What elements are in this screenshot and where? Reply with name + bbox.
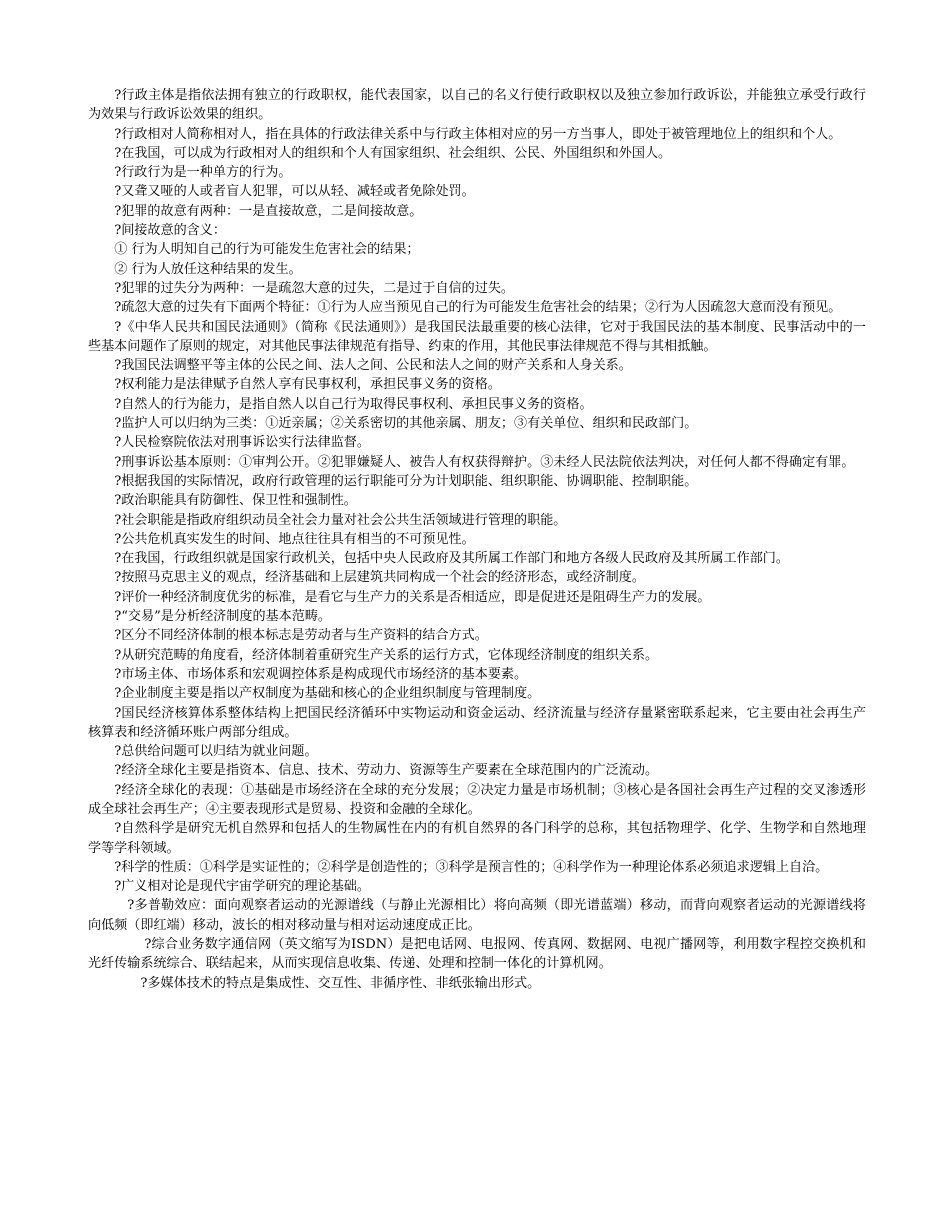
paragraph: ?犯罪的过失分为两种：一是疏忽大意的过失，二是过于自信的过失。 xyxy=(114,280,515,296)
paragraph: ?企业制度主要是指以产权制度为基础和核心的企业组织制度与管理制度。 xyxy=(114,686,541,702)
paragraph: ?经济全球化的表现：①基础是市场经济在全球的充分发展；②决定力量是市场机制；③核心是各国社会再生产过程的交叉渗透形成全球社会再生产；④主要表现形式是贸易、投资和金融的全球化。 xyxy=(88,782,866,817)
paragraph: ?刑事诉讼基本原则：①审判公开。②犯罪嫌疑人、被告人有权获得辩护。③未经人民法院依法判决，对任何人都不得确定有罪。 xyxy=(114,454,855,470)
paragraph: ?经济全球化主要是指资本、信息、技术、劳动力、资源等生产要素在全球范围内的广泛流动。 xyxy=(114,763,659,779)
paragraph: ?行政主体是指依法拥有独立的行政职权，能代表国家，以自己的名义行使行政职权以及独立参加行政诉讼，并能独立承受行政行为效果与行政诉讼效果的组织。 xyxy=(88,88,866,123)
paragraph: ?评价一种经济制度优劣的标准，是看它与生产力的关系是否相适应，即是促进还是阻碍生产力的发展。 xyxy=(114,589,711,605)
paragraph: ?总供给问题可以归结为就业问题。 xyxy=(114,744,318,760)
list-item: ① 行为人明知自己的行为可能发生危害社会的结果； xyxy=(114,242,420,258)
paragraph: ?从研究范畴的角度看，经济体制着重研究生产关系的运行方式，它体现经济制度的组织关系。 xyxy=(114,647,659,663)
paragraph: ?国民经济核算体系整体结构上把国民经济循环中实物运动和资金运动、经济流量与经济存量紧密联系起来，它主要由社会再生产核算表和经济循环账户两部分组成。 xyxy=(88,705,866,740)
list-item: ② 行为人放任这种结果的发生。 xyxy=(114,261,302,277)
paragraph: ?广义相对论是现代宇宙学研究的理论基础。 xyxy=(114,879,370,895)
paragraph: ?社会职能是指政府组织动员全社会力量对社会公共生活领域进行管理的职能。 xyxy=(114,512,567,528)
paragraph: ?按照马克思主义的观点，经济基础和上层建筑共同构成一个社会的经济形态，或经济制度。 xyxy=(114,570,645,586)
paragraph: ?政治职能具有防御性、保卫性和强制性。 xyxy=(114,493,357,509)
paragraph: ?自然科学是研究无机自然界和包括人的生物属性在内的有机自然界的各门科学的总称，其包括物理学、化学、生物学和自然地理学等学科领域。 xyxy=(88,821,866,856)
paragraph: ?人民检察院依法对刑事诉讼实行法律监督。 xyxy=(114,435,370,451)
paragraph: ?市场主体、市场体系和宏观调控体系是构成现代市场经济的基本要素。 xyxy=(114,666,528,682)
paragraph: ?“交易”是分析经济制度的基本范畴。 xyxy=(114,609,332,625)
paragraph: ?在我国，可以成为行政相对人的组织和个人有国家组织、社会组织、公民、外国组织和外国人。 xyxy=(114,145,672,161)
paragraph: ?多普勒效应：面向观察者运动的光源谱线（与静止光源相比）将向高频（即光谱蓝端）移动，而背向观察者运动的光源谱线将向低频（即红端）移动，波长的相对移动量与相对运动速度成正比。 xyxy=(88,898,866,933)
paragraph: ?综合业务数字通信网（英文缩写为ISDN）是把电话网、电报网、传真网、数据网、电视广播网等，利用数字程控交换机和光纤传输系统综合、联结起来，从而实现信息收集、传递、处理和控制一体化的计算机网。 xyxy=(88,937,866,972)
paragraph: ?疏忽大意的过失有下面两个特征：①行为人应当预见自己的行为可能发生危害社会的结果；②行为人因疏忽大意而没有预见。 xyxy=(114,300,842,316)
paragraph: ?根据我国的实际情况，政府行政管理的运行职能可分为计划职能、组织职能、协调职能、控制职能。 xyxy=(114,473,698,489)
paragraph: ?权利能力是法律赋予自然人享有民事权利，承担民事义务的资格。 xyxy=(114,377,501,393)
paragraph: ?自然人的行为能力，是指自然人以自己行为取得民事权利、承担民事义务的资格。 xyxy=(114,396,593,412)
paragraph: ?多媒体技术的特点是集成性、交互性、非循序性、非纸张输出形式。 xyxy=(140,975,541,991)
paragraph: ?行政相对人简称相对人，指在具体的行政法律关系中与行政主体相对应的另一方当事人，即处于被管理地位上的组织和个人。 xyxy=(114,126,842,142)
paragraph: ?公共危机真实发生的时间、地点往往具有相当的不可预见性。 xyxy=(114,531,475,547)
paragraph: ?犯罪的故意有两种：一是直接故意，二是间接故意。 xyxy=(114,203,423,219)
paragraph: ?间接故意的含义： xyxy=(114,223,226,239)
paragraph: ?我国民法调整平等主体的公民之间、法人之间、公民和法人之间的财产关系和人身关系。 xyxy=(114,358,632,374)
paragraph: ?行政行为是一种单方的行为。 xyxy=(114,165,292,181)
paragraph: ?区分不同经济体制的根本标志是劳动者与生产资料的结合方式。 xyxy=(114,628,488,644)
paragraph: ?《中华人民共和国民法通则》（简称《民法通则》）是我国民法最重要的核心法律，它对于我国民法的基本制度、民事活动中的一些基本问题作了原则的规定，对其他民事法律规范有指导、约束的作用，其他民事法律规范不得与其相抵触。 xyxy=(88,319,866,354)
paragraph: ?在我国，行政组织就是国家行政机关，包括中央人民政府及其所属工作部门和地方各级人民政府及其所属工作部门。 xyxy=(114,551,789,567)
paragraph: ?又聋又哑的人或者盲人犯罪，可以从轻、减轻或者免除处罚。 xyxy=(114,184,475,200)
paragraph: ?监护人可以归纳为三类：①近亲属；②关系密切的其他亲属、朋友；③有关单位、组织和民政部门。 xyxy=(114,416,698,432)
paragraph: ?科学的性质：①科学是实证性的；②科学是创造性的；③科学是预言性的；④科学作为一种理论体系必须追求逻辑上自洽。 xyxy=(114,859,829,875)
